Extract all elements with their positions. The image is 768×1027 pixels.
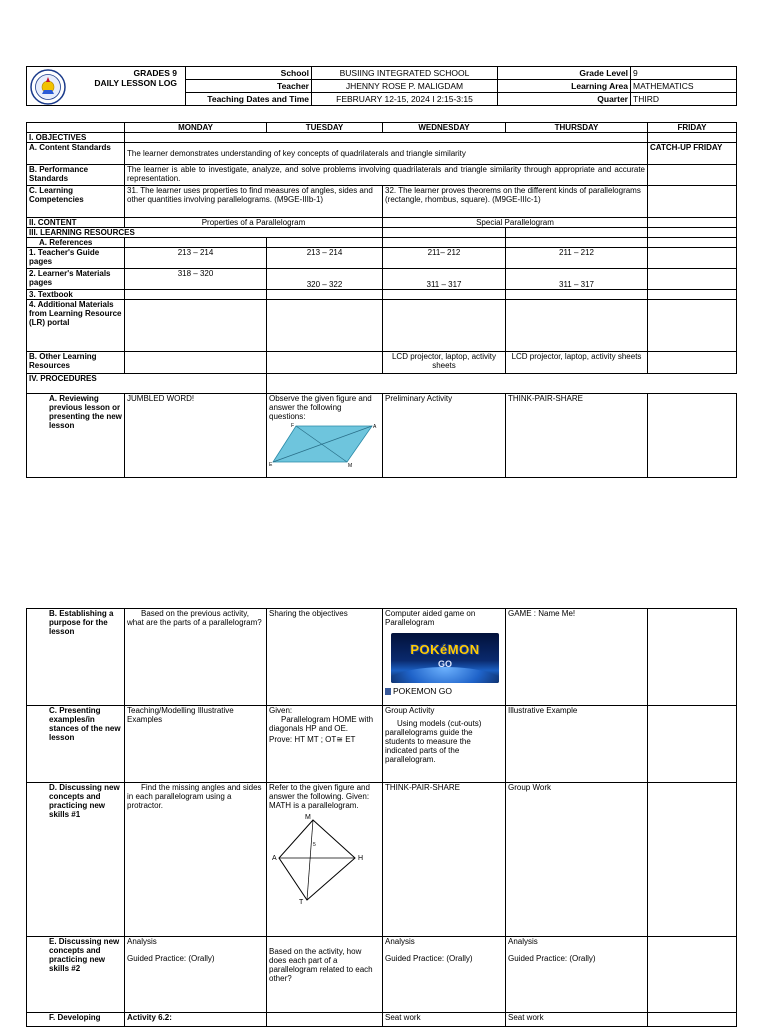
proc-a-tuesday-cell	[267, 394, 383, 478]
proc-e-thursday-analysis: Analysis	[508, 937, 538, 946]
lm-thursday: 311 – 317	[506, 269, 648, 290]
performance-standards-text: The learner is able to investigate, analyze, and solve problems involving quadrilaterals and triangle similarity through appropriate and accurate representation.	[125, 165, 648, 186]
references-label: A. References	[27, 238, 125, 248]
school-label: School	[186, 67, 312, 80]
learning-area-value: MATHEMATICS	[631, 80, 737, 93]
day-header-wednesday: WEDNESDAY	[383, 123, 506, 133]
proc-c-wednesday-title: Group Activity	[385, 706, 435, 715]
proc-b-thursday: GAME : Name Me!	[506, 609, 648, 706]
proc-e-tuesday: Based on the activity, how does each part of a parallelogram related to each other?	[267, 937, 383, 1013]
content-label: II. CONTENT	[27, 218, 125, 228]
competency-a: 31. The learner uses properties to find measures of angles, sides and other quantities involving parallelograms. (M9GE-IIIb-1)	[125, 186, 383, 218]
proc-d-label: D. Discussing new concepts and practicing new skills #1	[27, 783, 125, 937]
tg-tuesday: 213 – 214	[267, 248, 383, 269]
day-header-thursday: THURSDAY	[506, 123, 648, 133]
other-resources-wednesday: LCD projector, laptop, activity sheets	[383, 352, 506, 374]
lesson-table-page1	[26, 122, 737, 478]
learners-materials-label: 2. Learner's Materials pages	[27, 269, 125, 290]
proc-b-label: B. Establishing a purpose for the lesson	[27, 609, 125, 706]
proc-c-tuesday-prove: Prove: HT MT ; OT≅ ET	[269, 735, 356, 744]
catch-up-friday: CATCH-UP FRIDAY	[648, 143, 737, 165]
grade-level-label: Grade Level	[498, 67, 631, 80]
day-header-tuesday: TUESDAY	[267, 123, 383, 133]
proc-e-monday-cell	[125, 937, 267, 1013]
proc-e-thursday-cell	[506, 937, 648, 1013]
rhombus-figure	[269, 814, 377, 906]
pokemon-go-image	[391, 633, 499, 683]
parallelogram-figure	[269, 422, 377, 468]
proc-a-label: A. Reviewing previous lesson or presenting the new lesson	[27, 394, 125, 478]
proc-c-thursday: Illustrative Example	[506, 706, 648, 783]
lm-wednesday: 311 – 317	[383, 269, 506, 290]
proc-b-tuesday: Sharing the objectives	[267, 609, 383, 706]
other-resources-label: B. Other Learning Resources	[27, 352, 125, 374]
proc-f-monday: Activity 6.2:	[125, 1013, 267, 1027]
fig1-label-e: E	[269, 462, 273, 468]
learning-resources-label: III. LEARNING RESOURCES	[27, 228, 267, 238]
proc-f-label: F. Developing	[27, 1013, 125, 1027]
fig1-label-a: A	[373, 424, 377, 430]
proc-c-label: C. Presenting examples/in stances of the new lesson	[27, 706, 125, 783]
proc-e-thursday-practice: Guided Practice: (Orally)	[508, 954, 596, 963]
proc-c-tuesday-cell	[267, 706, 383, 783]
textbook-label: 3. Textbook	[27, 290, 125, 300]
proc-d-thursday: Group Work	[506, 783, 648, 937]
objectives-label: I. OBJECTIVES	[27, 133, 125, 143]
content-a: Properties of a Parallelogram	[125, 218, 383, 228]
fig1-label-f: F	[291, 423, 295, 429]
proc-b-monday: Based on the previous activity, what are the parts of a parallelogram?	[125, 609, 267, 706]
proc-f-wednesday: Seat work	[383, 1013, 506, 1027]
proc-d-tuesday: Refer to the given figure and answer the following. Given: MATH is a parallelogram.	[269, 783, 370, 810]
quarter-label: Quarter	[498, 93, 631, 106]
proc-a-wednesday: Preliminary Activity	[383, 394, 506, 478]
fig2-label-h: H	[358, 855, 364, 862]
other-resources-thursday: LCD projector, laptop, activity sheets	[506, 352, 648, 374]
proc-e-monday-analysis: Analysis	[127, 937, 157, 946]
learning-area-label: Learning Area	[498, 80, 631, 93]
day-header-friday: FRIDAY	[648, 123, 737, 133]
lm-tuesday: 320 – 322	[267, 269, 383, 290]
fig1-label-m: M	[348, 463, 353, 468]
proc-e-label: E. Discussing new concepts and practicing new skills #2	[27, 937, 125, 1013]
content-standards-label: A. Content Standards	[27, 143, 125, 165]
proc-a-tuesday: Observe the given figure and answer the following questions:	[269, 394, 372, 421]
proc-e-wednesday-analysis: Analysis	[385, 937, 415, 946]
proc-d-tuesday-cell	[267, 783, 383, 937]
proc-c-monday: Teaching/Modelling Illustrative Examples	[125, 706, 267, 783]
additional-materials-label: 4. Additional Materials from Learning Resource (LR) portal	[27, 300, 125, 352]
performance-standards-label: B. Performance Standards	[27, 165, 125, 186]
proc-e-monday-practice: Guided Practice: (Orally)	[127, 954, 215, 963]
tg-wednesday: 211– 212	[383, 248, 506, 269]
fig2-label-s: 5	[313, 842, 316, 848]
lesson-table-page2	[26, 608, 737, 1027]
competency-b: 32. The learner proves theorems on the different kinds of parallelograms (rectangle, rhombus, square). (M9GE-IIIc-1)	[383, 186, 648, 218]
fig2-label-m: M	[305, 814, 311, 821]
teacher-value: JHENNY ROSE P. MALIGDAM	[312, 80, 498, 93]
quarter-value: THIRD	[631, 93, 737, 106]
content-b: Special Parallelogram	[383, 218, 648, 228]
school-value: BUSIING INTEGRATED SCHOOL	[312, 67, 498, 80]
proc-e-wednesday-cell	[383, 937, 506, 1013]
log-grade-title: GRADES 9	[133, 68, 177, 78]
proc-a-monday: JUMBLED WORD!	[125, 394, 267, 478]
proc-c-wednesday-text: Using models (cut-outs) parallelograms guide the students to measure the indicated parts of the parallelogram.	[385, 719, 482, 764]
proc-b-wednesday: Computer aided game on Parallelogram	[385, 609, 476, 627]
log-title: DAILY LESSON LOG	[94, 78, 177, 88]
dates-label: Teaching Dates and Time	[186, 93, 312, 106]
teachers-guide-label: 1. Teacher's Guide pages	[27, 248, 125, 269]
proc-c-tuesday-statement: Parallelogram HOME with diagonals HP and OE.	[269, 715, 374, 733]
grade-level-value: 9	[631, 67, 737, 80]
fig2-label-t: T	[299, 899, 304, 906]
day-header-monday: MONDAY	[125, 123, 267, 133]
proc-e-wednesday-practice: Guided Practice: (Orally)	[385, 954, 473, 963]
pokemon-go-text: GO	[437, 659, 452, 669]
proc-c-tuesday-given: Given:	[269, 706, 293, 715]
teacher-label: Teacher	[186, 80, 312, 93]
proc-b-wednesday-cell	[383, 609, 506, 706]
proc-d-wednesday: THINK-PAIR-SHARE	[383, 783, 506, 937]
tg-thursday: 211 – 212	[506, 248, 648, 269]
learning-competencies-label: C. Learning Competencies	[27, 186, 125, 218]
image-icon	[385, 688, 391, 695]
lm-monday: 318 – 320	[125, 269, 267, 290]
pokemon-caption: POKEMON GO	[393, 686, 453, 696]
proc-c-wednesday-cell	[383, 706, 506, 783]
tg-monday: 213 – 214	[125, 248, 267, 269]
header-table	[26, 66, 737, 106]
content-standards-text: The learner demonstrates understanding of key concepts of quadrilaterals and triangle similarity	[125, 143, 648, 165]
proc-d-monday: Find the missing angles and sides in each parallelogram using a protractor.	[125, 783, 267, 937]
pokemon-logo-text: POKéMON	[410, 642, 480, 657]
procedures-label: IV. PROCEDURES	[27, 374, 267, 394]
dates-value: FEBRUARY 12-15, 2024 I 2:15-3:15	[312, 93, 498, 106]
proc-f-thursday: Seat work	[506, 1013, 648, 1027]
fig2-label-a: A	[272, 855, 277, 862]
proc-a-thursday: THINK-PAIR-SHARE	[506, 394, 648, 478]
